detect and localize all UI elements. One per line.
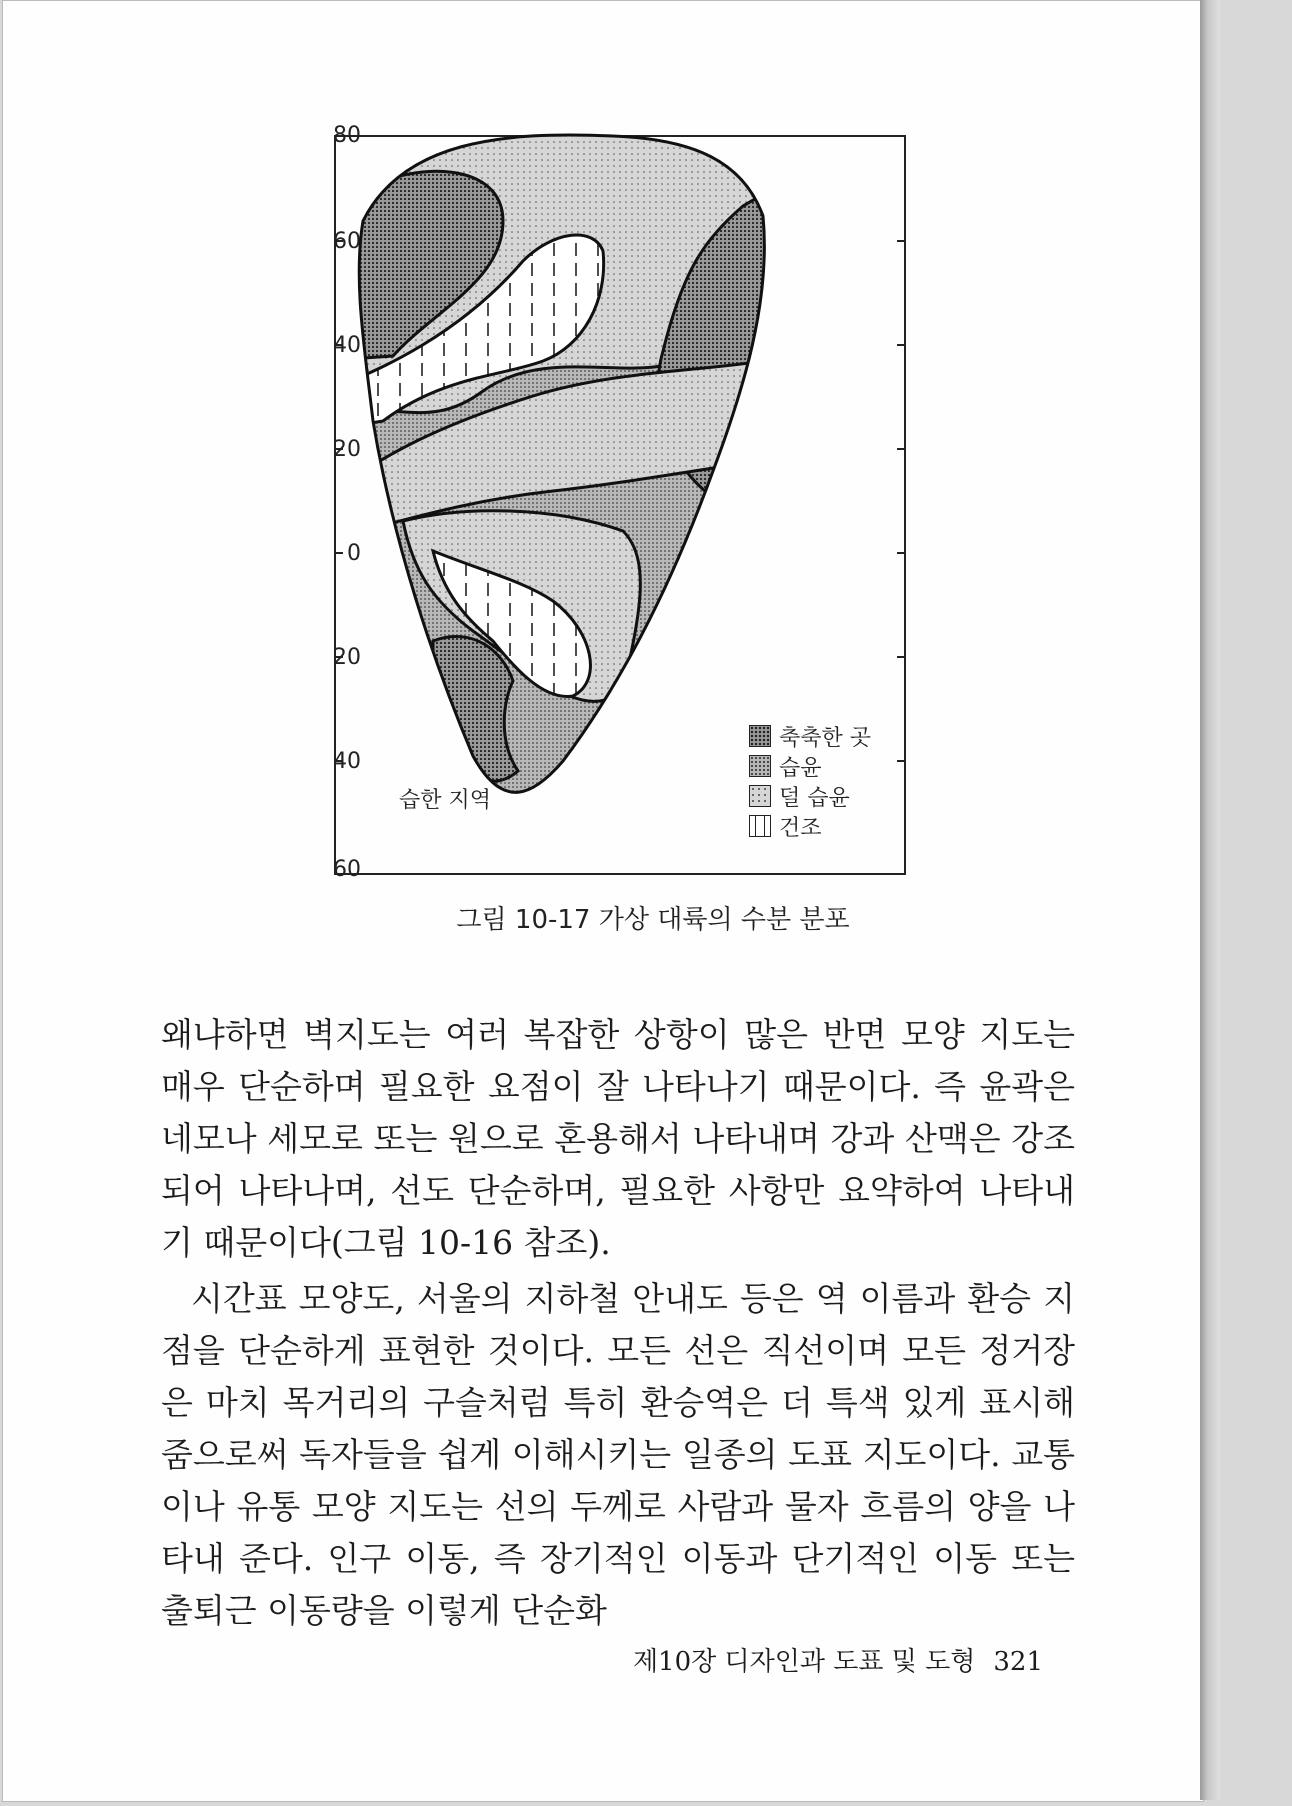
- y-tick-label: 20: [333, 437, 361, 462]
- y-tick-label: 40: [333, 749, 361, 774]
- figure-caption: 그림 10-17 가상 대륙의 수분 분포: [456, 905, 850, 935]
- page-number: 321: [993, 1647, 1043, 1677]
- legend-swatch-arid: [749, 815, 771, 837]
- body-paragraph-1: [161, 1009, 1075, 1269]
- map-legend: [749, 721, 871, 841]
- legend-label: 덜 습윤: [779, 785, 850, 811]
- y-tick-label: 0: [347, 541, 361, 566]
- legend-swatch-humid: [749, 755, 771, 777]
- y-tick-label: 40: [333, 333, 361, 358]
- legend-item-humid: [749, 751, 871, 781]
- page-footer: [603, 1641, 1043, 1678]
- chapter-title: 제10장 디자인과 도표 및 도형: [632, 1647, 976, 1677]
- legend-swatch-wettest: [749, 725, 771, 747]
- legend-label: 축축한 곳: [779, 725, 872, 751]
- page-edge-shadow: [1200, 0, 1220, 1800]
- legend-item-wettest: [749, 721, 871, 751]
- y-tick-label: 20: [333, 645, 361, 670]
- y-tick-label: 60: [333, 229, 361, 254]
- legend-item-arid: [749, 811, 871, 841]
- legend-label: 습윤: [779, 755, 822, 781]
- y-tick-label: 60: [333, 857, 361, 882]
- body-paragraph-2: [161, 1273, 1075, 1637]
- paragraph-text: 시간표 모양도, 서울의 지하철 안내도 등은 역 이름과 환승 지점을 단순하게 표현한 것이다. 모든 선은 직선이며 모든 정거장은 마치 목거리의 구슬처럼 특히 환승역은 더 특색 있게 표시해줌으로써 독자들을 쉽게 이해시키는 일종의 도표 지도이다. 교통이나 유통 모양 지도는 선의 두께로 사람과 물자 흐름의 양을 나타내 준다. 인구 이동, 즉 장기적인 이동과 단기적인 이동 또는 출퇴근 이동량을 이렇게 단순화: [161, 1279, 1075, 1630]
- paragraph-text: 왜냐하면 벽지도는 여러 복잡한 상항이 많은 반면 모양 지도는 매우 단순하며 필요한 요점이 잘 나타나기 때문이다. 즉 윤곽은 네모나 세모로 또는 원으로 혼용해서 나타내며 강과 산맥은 강조되어 나타나며, 선도 단순하며, 필요한 사항만 요약하여 나타내기 때문이다(그림 10-16 참조).: [161, 1015, 1075, 1262]
- legend-label: 건조: [779, 815, 822, 841]
- legend-item-subhumid: [749, 781, 871, 811]
- book-page: [2, 0, 1204, 1802]
- y-tick-label: 80: [333, 123, 361, 148]
- humid-region-label: 습한 지역: [399, 788, 492, 813]
- legend-swatch-subhumid: [749, 785, 771, 807]
